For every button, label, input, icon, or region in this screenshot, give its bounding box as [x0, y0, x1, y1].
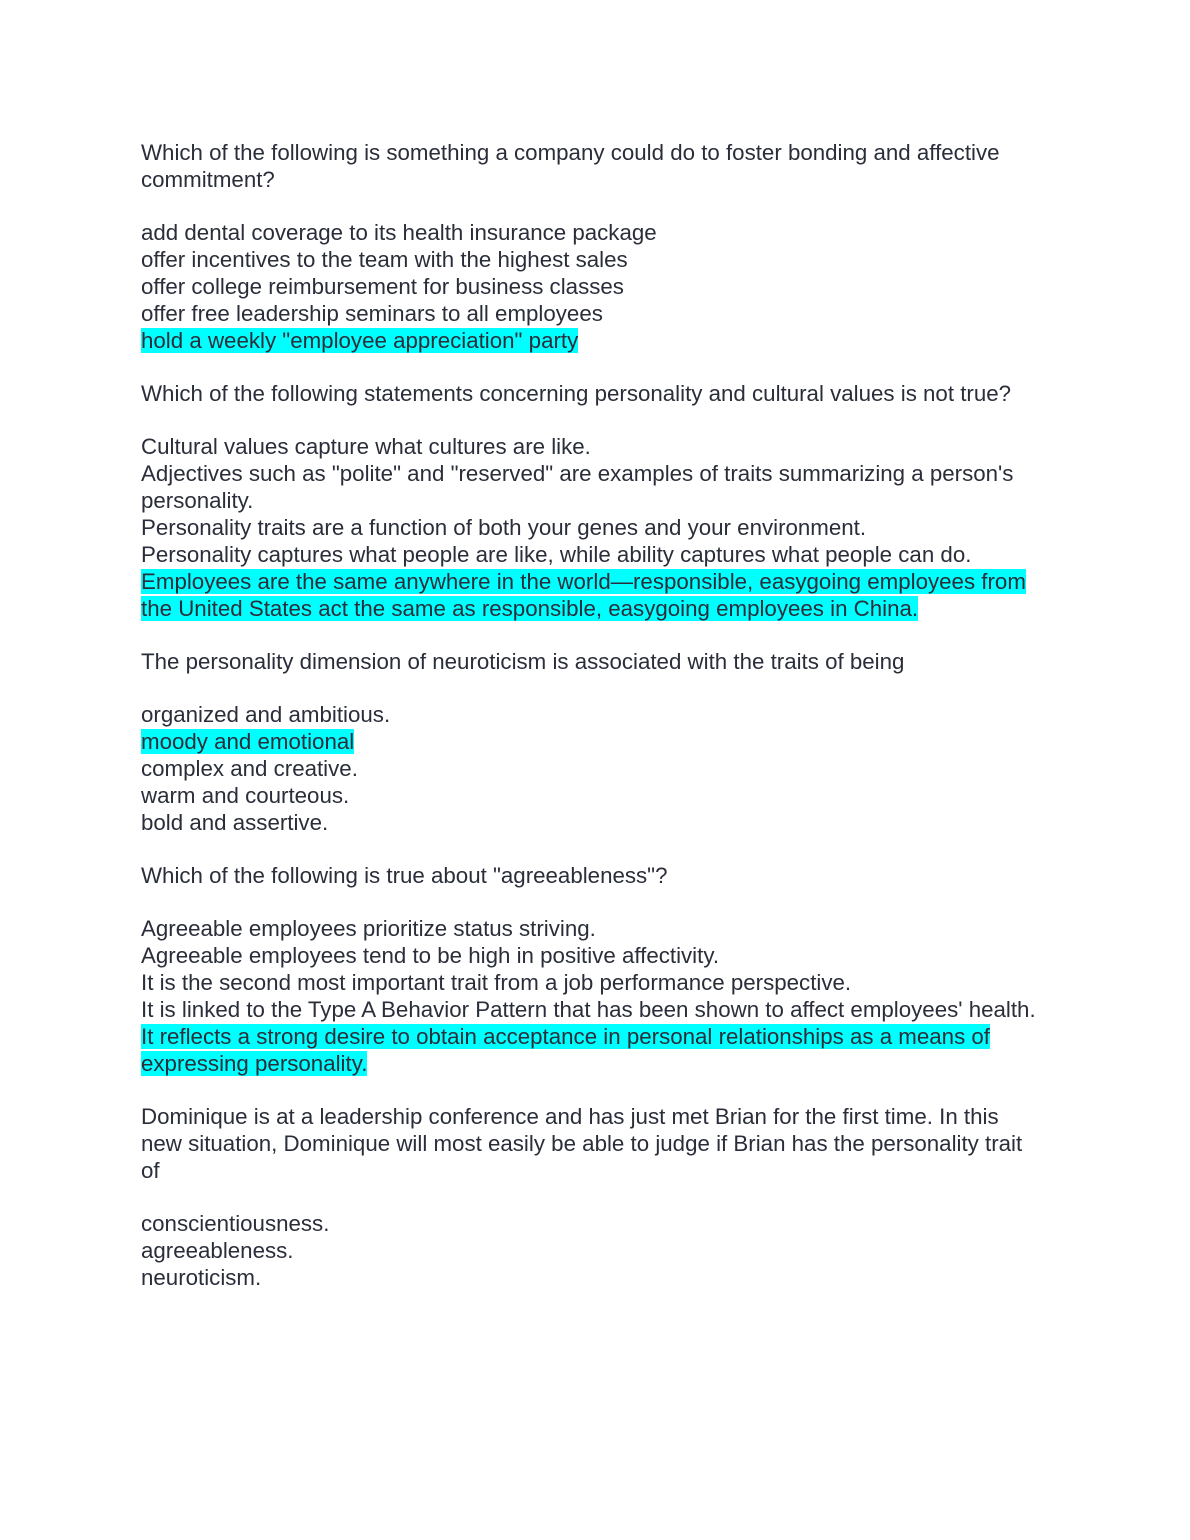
answer-option: offer college reimbursement for business classes	[141, 274, 624, 299]
answer-option-highlighted: moody and emotional	[141, 729, 355, 754]
question-block	[141, 862, 1041, 1077]
answer-option: It is linked to the Type A Behavior Pattern that has been shown to affect employees' health.	[141, 997, 1036, 1022]
question-block	[141, 1103, 1041, 1291]
answer-option: It is the second most important trait from a job performance perspective.	[141, 970, 852, 995]
question-prompt: Which of the following is something a company could do to foster bonding and affective commitment?	[141, 140, 1000, 192]
answer-option: offer incentives to the team with the highest sales	[141, 247, 628, 272]
answer-option: Personality captures what people are like, while ability captures what people can do.	[141, 542, 972, 567]
answer-options	[141, 915, 1041, 1077]
answer-option: neuroticism.	[141, 1265, 262, 1290]
answer-option: Agreeable employees tend to be high in positive affectivity.	[141, 943, 720, 968]
question-block	[141, 139, 1041, 354]
answer-options	[141, 433, 1041, 622]
answer-option: organized and ambitious.	[141, 702, 391, 727]
question-prompt: Which of the following statements concerning personality and cultural values is not true?	[141, 381, 1012, 406]
answer-option: Personality traits are a function of both your genes and your environment.	[141, 515, 867, 540]
document-page	[141, 139, 1041, 1317]
answer-option-highlighted: It reflects a strong desire to obtain acceptance in personal relationships as a means of expressing personality.	[141, 1024, 991, 1076]
answer-option-highlighted: hold a weekly "employee appreciation" party	[141, 328, 579, 353]
answer-option-highlighted: Employees are the same anywhere in the world—responsible, easygoing employees from the United States act the same as responsible, easygoing employees in China.	[141, 569, 1026, 621]
answer-option: warm and courteous.	[141, 783, 350, 808]
answer-options	[141, 219, 1041, 354]
question-prompt: The personality dimension of neuroticism is associated with the traits of being	[141, 649, 905, 674]
question-block	[141, 380, 1041, 622]
answer-option: Agreeable employees prioritize status striving.	[141, 916, 596, 941]
answer-option: offer free leadership seminars to all employees	[141, 301, 603, 326]
answer-option: agreeableness.	[141, 1238, 294, 1263]
answer-option: Adjectives such as "polite" and "reserved" are examples of traits summarizing a person's personality.	[141, 461, 1014, 513]
answer-option: Cultural values capture what cultures are like.	[141, 434, 591, 459]
answer-option: add dental coverage to its health insurance package	[141, 220, 657, 245]
question-block	[141, 648, 1041, 836]
question-prompt: Dominique is at a leadership conference and has just met Brian for the first time. In this new situation, Dominique will most easily be able to judge if Brian has the personality trait of	[141, 1104, 1023, 1183]
answer-option: complex and creative.	[141, 756, 358, 781]
question-prompt: Which of the following is true about "agreeableness"?	[141, 863, 668, 888]
answer-option: conscientiousness.	[141, 1211, 330, 1236]
answer-options	[141, 701, 1041, 836]
answer-option: bold and assertive.	[141, 810, 329, 835]
answer-options	[141, 1210, 1041, 1291]
